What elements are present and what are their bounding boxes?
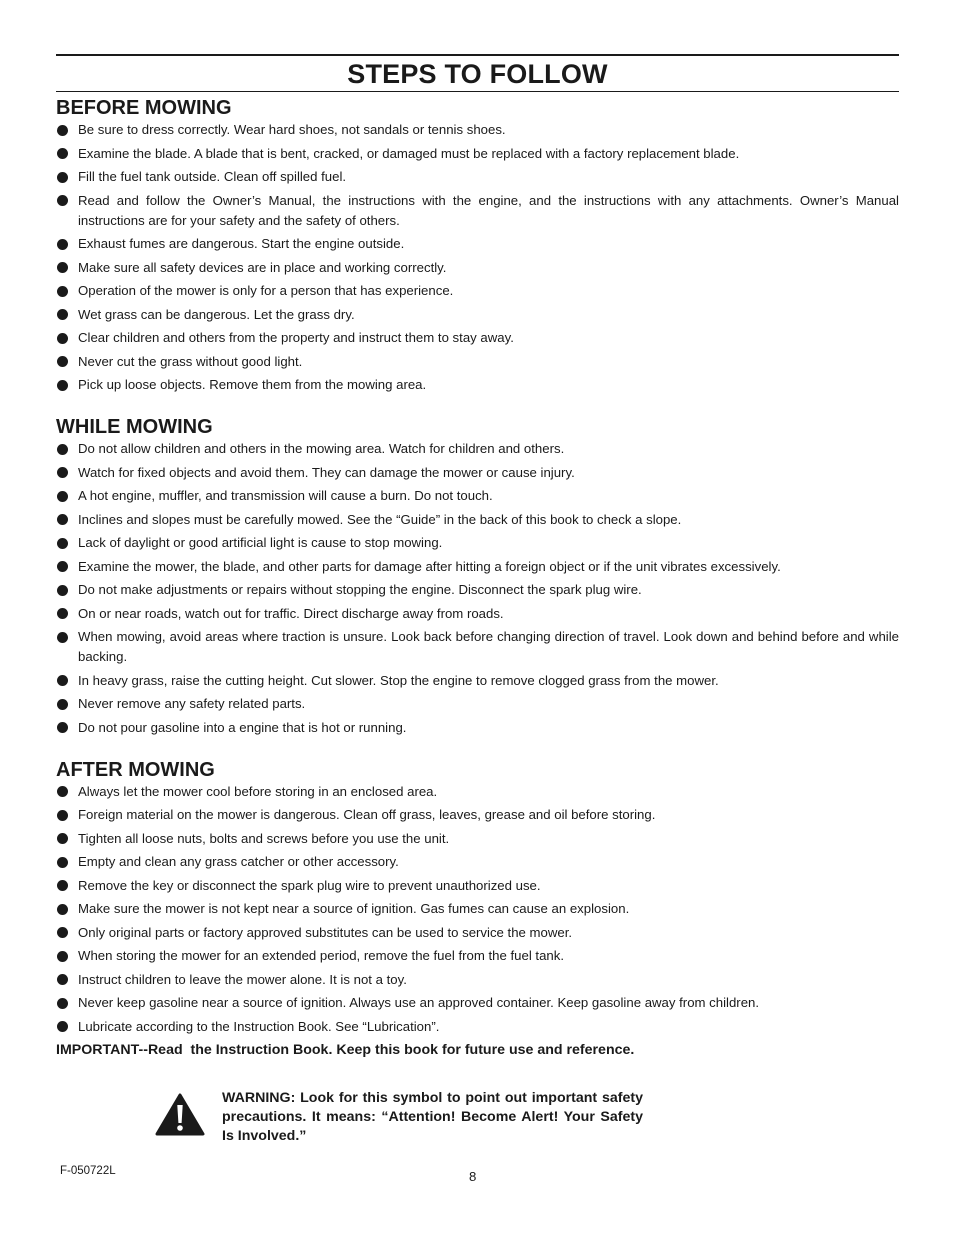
list-item: Clear children and others from the property and instruct them to stay away. — [56, 328, 899, 348]
list-item: Lubricate according to the Instruction Book. See “Lubrication”. — [56, 1017, 899, 1037]
bullet-icon — [57, 538, 68, 549]
bullet-icon — [57, 998, 68, 1009]
list-item: Only original parts or factory approved substitutes can be used to service the mower. — [56, 923, 899, 943]
bullet-icon — [57, 1021, 68, 1032]
list-item: Wet grass can be dangerous. Let the grass dry. — [56, 305, 899, 325]
list-item: Pick up loose objects. Remove them from the mowing area. — [56, 375, 899, 395]
bullet-icon — [57, 927, 68, 938]
list-item: Do not make adjustments or repairs without stopping the engine. Disconnect the spark plug wire. — [56, 580, 899, 600]
bullet-icon — [57, 286, 68, 297]
title-bottom-rule — [56, 91, 899, 92]
list-item: A hot engine, muffler, and transmission will cause a burn. Do not touch. — [56, 486, 899, 506]
list-item: Tighten all loose nuts, bolts and screws before you use the unit. — [56, 829, 899, 849]
list-item: Make sure the mower is not kept near a source of ignition. Gas fumes can cause an explosion. — [56, 899, 899, 919]
list-item: Instruct children to leave the mower alone. It is not a toy. — [56, 970, 899, 990]
bullet-icon — [57, 491, 68, 502]
bullet-icon — [57, 195, 68, 206]
bullet-icon — [57, 699, 68, 710]
bullet-icon — [57, 514, 68, 525]
list-item: Watch for fixed objects and avoid them. They can damage the mower or cause injury. — [56, 463, 899, 483]
list-item: Read and follow the Owner’s Manual, the instructions with the engine, and the instructions with any attachments. Owner’s Manual instructions are for your safety and the safety of others. — [56, 191, 899, 231]
bullet-icon — [57, 786, 68, 797]
warning-text: WARNING: Look for this symbol to point out important safety precautions. It means: “Attention! Become Alert! Your Safety Is Involved.” — [222, 1090, 643, 1144]
page-title: STEPS TO FOLLOW — [347, 59, 608, 89]
bullet-icon — [57, 585, 68, 596]
important-note: IMPORTANT--Read the Instruction Book. Keep this book for future use and reference. — [56, 1042, 635, 1058]
list-item: Do not pour gasoline into a engine that is hot or running. — [56, 718, 899, 738]
list-item: Lack of daylight or good artificial light is cause to stop mowing. — [56, 533, 899, 553]
list-item: In heavy grass, raise the cutting height. Cut slower. Stop the engine to remove clogged grass from the mower. — [56, 671, 899, 691]
bullet-icon — [57, 444, 68, 455]
bullet-icon — [57, 172, 68, 183]
bullet-icon — [57, 722, 68, 733]
section-heading: BEFORE MOWING — [56, 97, 232, 119]
bullet-icon — [57, 356, 68, 367]
bullet-list — [56, 439, 899, 738]
warning-triangle-icon — [155, 1093, 205, 1137]
bullet-icon — [57, 561, 68, 572]
bullet-icon — [57, 262, 68, 273]
list-item: Operation of the mower is only for a person that has experience. — [56, 281, 899, 301]
bullet-icon — [57, 309, 68, 320]
section-heading: WHILE MOWING — [56, 416, 213, 438]
bullet-icon — [57, 467, 68, 478]
bullet-icon — [57, 608, 68, 619]
list-item: Be sure to dress correctly. Wear hard shoes, not sandals or tennis shoes. — [56, 120, 899, 140]
section-while-mowing — [56, 415, 899, 738]
bullet-icon — [57, 810, 68, 821]
bullet-icon — [57, 239, 68, 250]
list-item: Inclines and slopes must be carefully mowed. See the “Guide” in the back of this book to check a slope. — [56, 510, 899, 530]
title-top-rule — [56, 54, 899, 56]
list-item: Foreign material on the mower is dangerous. Clean off grass, leaves, grease and oil before storing. — [56, 805, 899, 825]
bullet-icon — [57, 904, 68, 915]
list-item: Never keep gasoline near a source of ignition. Always use an approved container. Keep gasoline away from children. — [56, 993, 899, 1013]
page-number: 8 — [469, 1169, 477, 1184]
bullet-list — [56, 120, 899, 395]
page-content — [56, 54, 899, 1060]
list-item: On or near roads, watch out for traffic. Direct discharge away from roads. — [56, 604, 899, 624]
list-item: Examine the blade. A blade that is bent, cracked, or damaged must be replaced with a factory replacement blade. — [56, 144, 899, 164]
list-item: When mowing, avoid areas where traction is unsure. Look back before changing direction of travel. Look down and behind before and while backing. — [56, 627, 899, 667]
section-before-mowing — [56, 96, 899, 395]
bullet-icon — [57, 380, 68, 391]
bullet-icon — [57, 880, 68, 891]
section-heading: AFTER MOWING — [56, 758, 215, 781]
list-item: Empty and clean any grass catcher or other accessory. — [56, 852, 899, 872]
list-item: Never cut the grass without good light. — [56, 352, 899, 372]
bullet-icon — [57, 974, 68, 985]
list-item: When storing the mower for an extended period, remove the fuel from the fuel tank. — [56, 946, 899, 966]
bullet-icon — [57, 857, 68, 868]
section-after-mowing — [56, 758, 899, 1037]
list-item: Exhaust fumes are dangerous. Start the engine outside. — [56, 234, 899, 254]
bullet-icon — [57, 148, 68, 159]
list-item: Make sure all safety devices are in place and working correctly. — [56, 258, 899, 278]
bullet-icon — [57, 675, 68, 686]
bullet-icon — [57, 333, 68, 344]
document-code: F-050722L — [60, 1165, 116, 1177]
bullet-icon — [57, 951, 68, 962]
list-item: Always let the mower cool before storing in an enclosed area. — [56, 782, 899, 802]
bullet-icon — [57, 632, 68, 643]
bullet-icon — [57, 833, 68, 844]
bullet-icon — [57, 125, 68, 136]
bullet-list — [56, 782, 899, 1037]
list-item: Never remove any safety related parts. — [56, 694, 899, 714]
list-item: Fill the fuel tank outside. Clean off spilled fuel. — [56, 167, 899, 187]
list-item: Remove the key or disconnect the spark plug wire to prevent unauthorized use. — [56, 876, 899, 896]
list-item: Do not allow children and others in the mowing area. Watch for children and others. — [56, 439, 899, 459]
list-item: Examine the mower, the blade, and other parts for damage after hitting a foreign object or if the unit vibrates excessively. — [56, 557, 899, 577]
